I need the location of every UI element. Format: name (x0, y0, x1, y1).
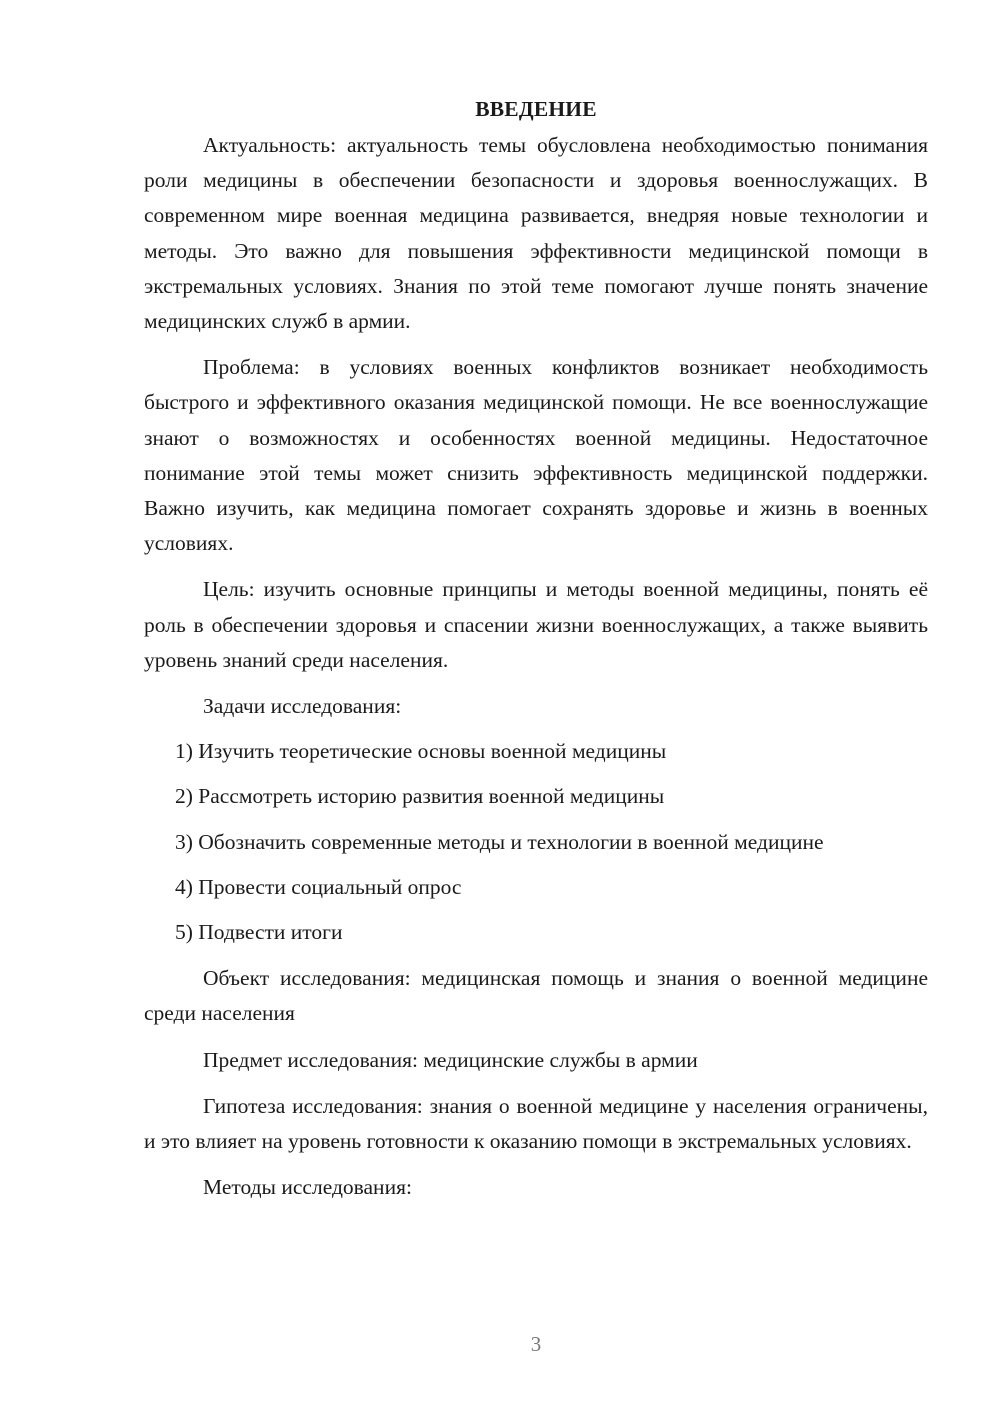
list-item: 2) Рассмотреть историю развития военной медицины (175, 784, 665, 809)
tasks-list (144, 734, 928, 950)
page-title: ВВЕДЕНИЕ (475, 97, 597, 121)
paragraph-relevance: Актуальность: актуальность темы обусловлена необходимостью понимания роли медицины в обеспечении безопасности и здоровья военнослужащих. В современном мире военная медицина развивается, внедряя новые технологии и методы. Это важно для повышения эффективности медицинской помощи в экстремальных условиях. Знания по этой теме помогают лучше понять значение медицинских служб в армии. (144, 133, 928, 334)
page-number: 3 (530, 1332, 542, 1356)
paragraph-hypothesis: Гипотеза исследования: знания о военной медицине у населения ограничены, и это влияет на уровень готовности к оказанию помощи в экстремальных условиях. (144, 1093, 928, 1154)
paragraph-goal: Цель: изучить основные принципы и методы военной медицины, понять её роль в обеспечении здоровья и спасении жизни военнослужащих, а также выявить уровень знаний среди населения. (144, 577, 928, 672)
list-item: 4) Провести социальный опрос (175, 874, 462, 899)
list-item: 5) Подвести итоги (175, 920, 343, 945)
paragraph-problem: Проблема: в условиях военных конфликтов возникает необходимость быстрого и эффективного оказания медицинской помощи. Не все военнослужащие знают о возможностях и особенностях военной медицины. Недостаточное понимание этой темы может снизить эффективность медицинской поддержки. Важно изучить, как медицина помогает сохранять здоровье и жизнь в военных условиях. (144, 355, 928, 556)
list-item: 3) Обозначить современные методы и технологии в военной медицине (175, 829, 824, 854)
paragraph-subject: Предмет исследования: медицинские службы в армии (203, 1047, 698, 1072)
list-item: 1) Изучить теоретические основы военной медицины (175, 739, 667, 764)
paragraph-methods-heading: Методы исследования: (203, 1175, 412, 1200)
tasks-heading: Задачи исследования: (203, 694, 402, 719)
page-content (144, 92, 928, 1205)
paragraph-object: Объект исследования: медицинская помощь и знания о военной медицине среди населения (144, 966, 928, 1026)
